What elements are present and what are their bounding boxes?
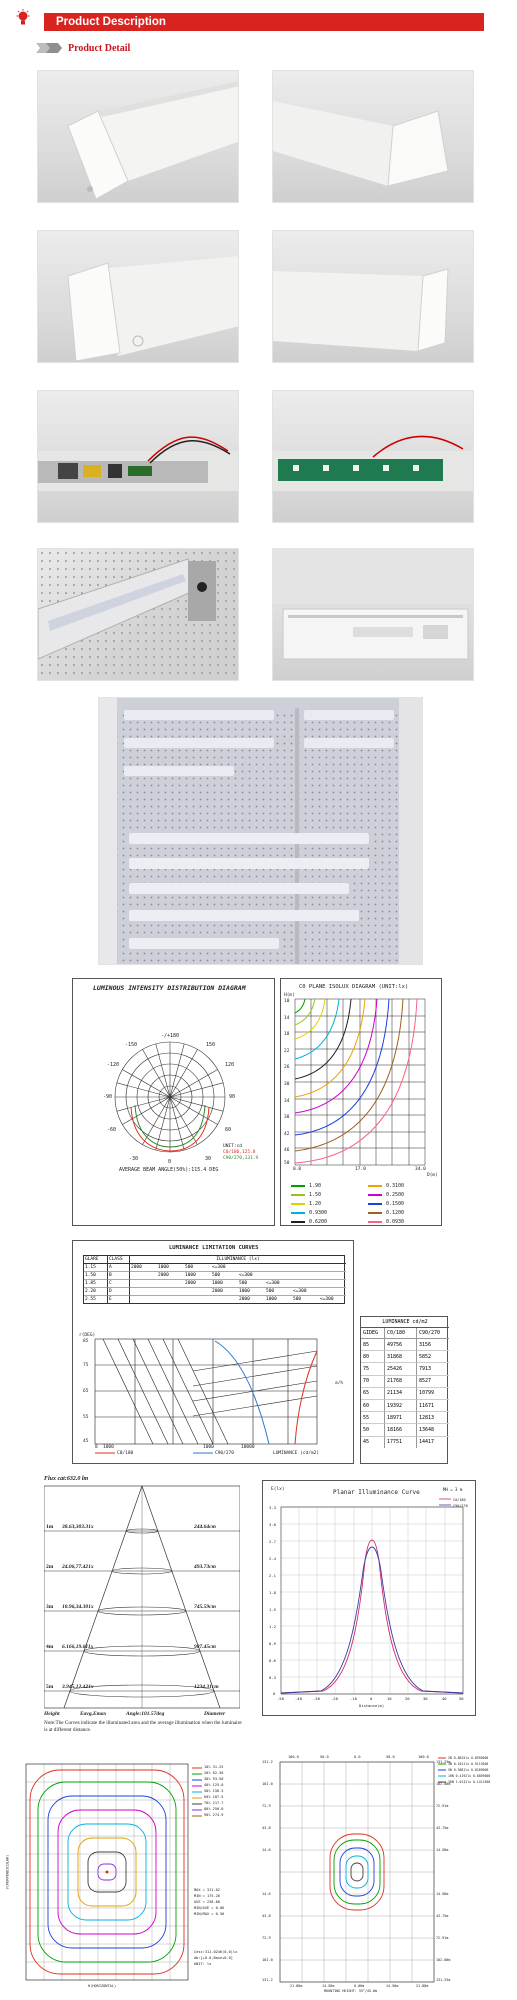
- photo-installed-lights: [98, 697, 423, 965]
- isolux-x-tick: 34.0: [415, 1167, 426, 1172]
- isolux-y-tick: 10: [284, 999, 290, 1004]
- illuminance-grid-chart: [5, 1760, 242, 1994]
- luminous-intensity-diagram: [72, 978, 275, 1226]
- photo-fixture-end-cap-left: [37, 70, 239, 203]
- isolux-y-tick: 30: [284, 1082, 290, 1087]
- photo-fixture-end-cap-right: [272, 70, 474, 203]
- llc-cell: 2000: [130, 1264, 157, 1272]
- llc-y-tick: 85: [83, 1339, 89, 1344]
- iso2-x-tick: 21.88m: [290, 1984, 303, 1988]
- lt-cell: 11671: [417, 1400, 449, 1412]
- llc-x-tick: 1000: [103, 1445, 114, 1450]
- planar-x-tick: -10: [350, 1696, 357, 1701]
- lt-cell: 12813: [417, 1412, 449, 1424]
- lid-angle-n90: -90: [103, 1094, 113, 1100]
- cone-diameter: 493.73cm: [194, 1564, 216, 1570]
- iso1-stat: AVE = 238.80: [194, 1900, 220, 1904]
- cone-diameter: 745.59cm: [194, 1604, 216, 1610]
- iso2-top-tick: 100.0: [418, 1755, 429, 1759]
- isolux-title: C0 PLANE ISOLUX DIAGRAM (UNIT:lx): [299, 984, 409, 990]
- llc-cell: 2000: [157, 1272, 184, 1280]
- lt-cell: 31868: [385, 1351, 417, 1363]
- isolux-x-tick: 17.0: [355, 1167, 366, 1172]
- iso2-legend-item: 2N 0.8815lx 0.8955000: [448, 1756, 489, 1760]
- lid-unit: UNIT:cd: [223, 1144, 242, 1149]
- lt-header: C0/180: [385, 1328, 417, 1339]
- isolux-y-tick: 42: [284, 1132, 290, 1137]
- iso2-y-tick: 102.0: [262, 1782, 273, 1786]
- llc-x-unit: LUMINANCE (cd/m2): [273, 1451, 320, 1456]
- iso1-bottom: Ab:[+0.0,Base+0.0]: [194, 1956, 233, 1960]
- llc-x-tick: 8: [95, 1445, 98, 1450]
- llc-cell: 1.85: [84, 1280, 108, 1288]
- iso2-right-tick: 72.91m: [436, 1936, 449, 1940]
- lt-header: GIDEG: [361, 1328, 385, 1339]
- lt-cell: 14417: [419, 1439, 435, 1446]
- iso2-y-tick: 43.8: [262, 1826, 271, 1830]
- section-title-banner: Product Description: [44, 13, 484, 31]
- iso2-y-tick: 14.6: [262, 1892, 271, 1896]
- cone-footer-eavg: Eavg,Emax: [80, 1711, 107, 1717]
- cone-illuminance: 38.63,303.31x: [62, 1524, 94, 1530]
- planar-y-tick: 2.1: [269, 1573, 276, 1578]
- lt-cell: 49756: [385, 1339, 417, 1351]
- lt-cell: 21134: [385, 1388, 417, 1400]
- iso2-top-tick: 50.0: [386, 1755, 395, 1759]
- llc-cell: C: [108, 1280, 130, 1288]
- planar-x-tick: 30: [423, 1696, 428, 1701]
- isolux-y-tick: 34: [284, 1099, 290, 1104]
- llc-title: LUMINANCE LIMITATION CURVES: [169, 1245, 259, 1251]
- llc-y-tick: 65: [83, 1389, 89, 1394]
- planar-x-tick: 40: [442, 1696, 447, 1701]
- iso2-top-tick: 50.0: [320, 1755, 329, 1759]
- iso2-y-tick: 131.2: [262, 1760, 273, 1764]
- iso1-legend-item: 60% 187.5: [204, 1795, 224, 1799]
- planar-info: MH = 3 m: [443, 1487, 463, 1492]
- llc-cell: <=300: [320, 1297, 334, 1302]
- llc-y-tick: 75: [83, 1363, 89, 1368]
- llc-y-label: r(DEG): [79, 1333, 96, 1338]
- luminance-limitation-curves: [72, 1240, 354, 1464]
- llc-cell: 2.20: [84, 1288, 108, 1296]
- iso1-legend-item: 30% 93.50: [204, 1777, 224, 1781]
- cone-diameter: 1234.31cm: [194, 1684, 219, 1690]
- iso2-legend-item: 5N 0.3681lx 0.8269000: [448, 1768, 489, 1772]
- lt-cell: 70: [361, 1376, 385, 1388]
- iso2-x-tick: 0.00m: [354, 1984, 365, 1988]
- iso2-y-tick: 102.0: [262, 1958, 273, 1962]
- llc-cell: 1.15: [84, 1264, 108, 1272]
- lt-cell: 3156: [417, 1339, 449, 1351]
- iso2-legend-item: 3N 0.1611lx 0.9113500: [448, 1762, 489, 1766]
- lt-cell: 5852: [417, 1351, 449, 1363]
- iso2-x-label: MOUNTING HEIGHT: 33°/45.8m: [324, 1989, 378, 1993]
- subsection-title: Product Detail: [68, 42, 131, 54]
- cone-height: 4m: [46, 1644, 54, 1650]
- llc-cell: 1.50: [84, 1272, 108, 1280]
- cone-diameter: 244.64cm: [194, 1524, 216, 1530]
- photo-driver-open: [37, 390, 239, 523]
- lid-angle-n150: -150: [125, 1042, 138, 1048]
- lt-cell: 13648: [417, 1424, 449, 1436]
- llc-cell: 1000: [157, 1264, 184, 1272]
- isolux-y-unit: H(m): [284, 993, 295, 998]
- isolux-legend-value: 0.1500: [386, 1201, 405, 1207]
- lid-unit-c0: C0/180,125.8: [223, 1150, 256, 1155]
- illuminance-cone-diagram: [44, 1476, 240, 1738]
- isolux-y-tick: 18: [284, 1032, 290, 1037]
- iso1-x-label: H(HORIZONTAL): [88, 1984, 117, 1988]
- llc-y-tick: 55: [83, 1415, 89, 1420]
- lid-angle-90: 90: [229, 1094, 236, 1100]
- iso2-right-tick: 43.75m: [436, 1826, 449, 1830]
- luminance-table: [360, 1316, 448, 1464]
- isolux-y-tick: 46: [284, 1148, 290, 1153]
- iso1-stat: MIN = 175.26: [194, 1894, 220, 1898]
- isolux-y-tick: 38: [284, 1115, 290, 1120]
- iso2-x-tick: 14.58m: [322, 1984, 335, 1988]
- lt-cell: 18166: [385, 1424, 417, 1436]
- planar-x-unit: Distance(m): [359, 1703, 385, 1708]
- llc-header: CLASS: [108, 1256, 130, 1264]
- subsection-heading: [36, 41, 130, 55]
- iso2-x-tick: 14.58m: [386, 1984, 399, 1988]
- iso2-x-tick: 21.88m: [416, 1984, 429, 1988]
- double-arrow-icon: [36, 43, 62, 53]
- llc-cell: <=300: [238, 1272, 265, 1280]
- iso1-bottom: UNIT: lx: [194, 1962, 212, 1966]
- planar-legend-c90: C90/270: [453, 1504, 468, 1508]
- lt-cell: 45: [361, 1437, 385, 1448]
- lightbulb-icon: [16, 9, 30, 27]
- cone-flux: Flux cat:632.0 lm: [44, 1476, 89, 1482]
- llc-cell: <=300: [265, 1280, 292, 1288]
- iso1-legend-item: 40% 125.0: [204, 1783, 224, 1787]
- iso1-bottom: Cesc:311.0246(0,0)lx: [194, 1950, 238, 1954]
- llc-legend-c90: C90/270: [215, 1451, 234, 1456]
- iso2-legend-item: 10N 0.4192lx 0.8859000: [448, 1774, 491, 1778]
- isolux-contour-chart: [258, 1752, 514, 1994]
- llc-right-label: a/h: [335, 1381, 344, 1386]
- photo-fixture-end-view-left: [37, 230, 239, 363]
- iso1-legend-item: 80% 250.0: [204, 1807, 224, 1811]
- isolux-legend-value: 0.1200: [386, 1210, 405, 1216]
- isolux-legend-value: 0.6200: [309, 1219, 328, 1225]
- lt-cell: 19392: [385, 1400, 417, 1412]
- cone-note: Note:The Curves indicate the illuminated area and the average illumination when the luminaire is at different distance.: [44, 1720, 242, 1733]
- planar-legend-c0: C0/180: [453, 1498, 466, 1502]
- llc-x-tick: 10000: [241, 1445, 255, 1450]
- planar-y-tick: 0: [273, 1691, 276, 1696]
- lt-cell: 85: [361, 1339, 385, 1351]
- cone-height: 2m: [46, 1564, 54, 1570]
- lt-cell: 80: [361, 1351, 385, 1363]
- photo-driver-unit: [272, 548, 474, 681]
- isolux-y-tick: 26: [284, 1065, 290, 1070]
- planar-y-tick: 1.5: [269, 1607, 276, 1612]
- isolux-legend-value: 1.50: [309, 1192, 322, 1198]
- isolux-y-tick: 14: [284, 1016, 290, 1021]
- iso1-legend-item: 20% 62.50: [204, 1771, 224, 1775]
- cone-height: 5m: [46, 1684, 54, 1690]
- isolux-x-tick: 0.0: [293, 1167, 302, 1172]
- llc-cell: <=300: [211, 1264, 238, 1272]
- planar-y-tick: 3.0: [269, 1522, 276, 1527]
- iso2-y-tick: 72.9: [262, 1936, 271, 1940]
- lid-title: LUMINOUS INTENSITY DISTRIBUTION DIAGRAM: [93, 984, 246, 992]
- iso2-legend-item: 30N 1.0131lx 0.1411500: [448, 1780, 491, 1784]
- isolux-legend-value: 0.3100: [386, 1183, 405, 1189]
- iso1-legend-item: 70% 217.7: [204, 1801, 224, 1805]
- iso2-right-tick: 14.58m: [436, 1892, 449, 1896]
- iso2-y-tick: 14.6: [262, 1848, 271, 1852]
- lid-angle-60: 60: [225, 1127, 232, 1133]
- llc-cell: 500: [184, 1264, 211, 1272]
- photo-fixture-end-view-right: [272, 230, 474, 363]
- llc-cell: 500: [293, 1297, 302, 1302]
- planar-x-tick: 10: [387, 1696, 392, 1701]
- iso2-top-tick: 100.0: [288, 1755, 299, 1759]
- llc-y-tick: 45: [83, 1439, 89, 1444]
- iso2-right-tick: 72.91m: [436, 1804, 449, 1808]
- lt-cell: 25426: [385, 1363, 417, 1375]
- lt-cell: 75: [361, 1363, 385, 1375]
- planar-illuminance-chart: [262, 1480, 476, 1716]
- lid-angle-0: 0: [168, 1159, 172, 1165]
- lt-title: LUMINANCE cd/m2: [361, 1317, 449, 1328]
- planar-x-tick: -20: [331, 1696, 338, 1701]
- planar-y-tick: 3.3: [269, 1505, 276, 1510]
- iso2-right-tick: 43.75m: [436, 1914, 449, 1918]
- iso1-stat: MIN/MAX = 0.56: [194, 1912, 225, 1916]
- lt-cell: 55: [361, 1412, 385, 1424]
- llc-cell: D: [108, 1288, 130, 1296]
- lt-header: C90/270: [417, 1328, 449, 1339]
- cone-illuminance: 10.96,34.301x: [62, 1604, 94, 1610]
- planar-y-tick: 1.2: [269, 1624, 276, 1629]
- planar-y-tick: 2.4: [269, 1556, 276, 1561]
- llc-cell: A: [108, 1264, 130, 1272]
- iso2-right-tick: 102.08m: [436, 1782, 451, 1786]
- planar-title: Planar Illuminance Curve: [333, 1489, 420, 1496]
- isolux-legend-value: 0.0930: [386, 1219, 405, 1225]
- isolux-x-unit: D(m): [427, 1173, 438, 1178]
- llc-cell: 2.55: [84, 1296, 108, 1303]
- lid-average-beam: AVERAGE BEAM ANGLE(50%):115.4 DEG: [119, 1167, 219, 1173]
- llc-cell: 2000: [211, 1288, 238, 1296]
- planar-y-tick: 2.7: [269, 1539, 276, 1544]
- iso1-y-label: V(PERPENDICULAR): [5, 1854, 10, 1890]
- planar-x-tick: -40: [295, 1696, 302, 1701]
- planar-y-tick: 1.8: [269, 1590, 276, 1595]
- cone-diameter: 987.45cm: [194, 1644, 216, 1650]
- lt-cell: 18971: [385, 1412, 417, 1424]
- iso2-right-tick: 131.25m: [436, 1978, 451, 1982]
- lt-cell: 21768: [385, 1376, 417, 1388]
- llc-cell: 500: [265, 1288, 292, 1296]
- isolux-legend-value: 1.90: [309, 1183, 322, 1189]
- llc-cell: 2000: [184, 1280, 211, 1288]
- llc-legend-c0: C0/180: [117, 1451, 134, 1456]
- planar-x-tick: 20: [405, 1696, 410, 1701]
- lid-angle-180: -/+180: [161, 1033, 180, 1039]
- planar-y-tick: 0.6: [269, 1658, 276, 1663]
- lid-unit-c90: C90/270,131.9: [223, 1156, 259, 1161]
- isolux-y-tick: 50: [284, 1161, 290, 1166]
- lid-angle-n120: -120: [107, 1062, 120, 1068]
- cone-footer-angle: Angle:101.57deg: [126, 1711, 165, 1717]
- planar-x-tick: -50: [277, 1696, 284, 1701]
- lt-cell: 50: [361, 1424, 385, 1436]
- photo-led-board-open: [272, 390, 474, 523]
- iso1-legend-item: 10% 31.25: [204, 1765, 224, 1769]
- iso2-right-tick: 14.58m: [436, 1848, 449, 1852]
- iso2-right-tick: 131.25m: [436, 1760, 451, 1764]
- lid-angle-n60: -60: [107, 1127, 117, 1133]
- llc-cell: 500: [211, 1272, 238, 1280]
- planar-y-tick: 0.3: [269, 1675, 276, 1680]
- planar-y-unit: E(lx): [271, 1487, 285, 1492]
- cone-illuminance: 24.06,77.421x: [62, 1564, 94, 1570]
- iso1-legend-item: 50% 156.3: [204, 1789, 224, 1793]
- cone-illuminance: 6.166,19.611x: [62, 1644, 94, 1650]
- llc-header: GLARE: [84, 1256, 108, 1264]
- cone-footer-height: Height: [44, 1711, 60, 1717]
- llc-cell: <=300: [292, 1288, 319, 1296]
- iso2-y-tick: 43.8: [262, 1914, 271, 1918]
- planar-y-tick: 0.9: [269, 1641, 276, 1646]
- iso2-y-tick: 72.9: [262, 1804, 271, 1808]
- llc-cell: 1000: [238, 1288, 265, 1296]
- llc-cell: 1000: [184, 1272, 211, 1280]
- lt-cell: 8527: [417, 1376, 449, 1388]
- lt-cell: 7913: [417, 1363, 449, 1375]
- isolux-legend-value: 1.20: [309, 1201, 322, 1207]
- lid-angle-120: 120: [225, 1062, 235, 1068]
- llc-cell: 1000: [211, 1280, 238, 1288]
- lid-angle-30: 30: [205, 1156, 212, 1162]
- photo-mounted-on-pegboard: [37, 548, 239, 681]
- llc-x-tick: 1000: [203, 1445, 214, 1450]
- cone-height: 3m: [46, 1604, 54, 1610]
- lt-cell: 17751: [385, 1437, 417, 1448]
- iso1-stat: MAX = 311.02: [194, 1888, 220, 1892]
- llc-cell: 500: [238, 1280, 265, 1288]
- isolux-legend: [291, 1183, 439, 1225]
- cone-illuminance: 3.945,12.421x: [62, 1684, 94, 1690]
- iso2-y-tick: 131.2: [262, 1978, 273, 1982]
- cone-footer-diameter: Diameter: [204, 1711, 226, 1717]
- isolux-y-tick: 22: [284, 1049, 290, 1054]
- llc-header: ILLUMINANCE (lx): [130, 1256, 346, 1264]
- lt-cell: 65: [361, 1388, 385, 1400]
- llc-cell: 2000: [239, 1297, 250, 1302]
- planar-x-tick: -30: [313, 1696, 320, 1701]
- iso2-top-tick: 0.0: [354, 1755, 361, 1759]
- llc-cell: 1000: [266, 1297, 277, 1302]
- isolux-legend-value: 0.2500: [386, 1192, 405, 1198]
- llc-cell: B: [108, 1272, 130, 1280]
- iso2-right-tick: 102.08m: [436, 1958, 451, 1962]
- lid-angle-150: 150: [206, 1042, 216, 1048]
- isolux-legend-value: 0.9300: [309, 1210, 328, 1216]
- isolux-diagram: [280, 978, 442, 1226]
- llc-cell: E: [108, 1296, 130, 1303]
- lt-cell: 60: [361, 1400, 385, 1412]
- iso1-stat: MIN/AVE = 0.86: [194, 1906, 225, 1910]
- planar-x-tick: 50: [459, 1696, 464, 1701]
- planar-x-tick: 0: [370, 1696, 373, 1701]
- cone-height: 1m: [46, 1524, 54, 1530]
- lt-cell: 10799: [417, 1388, 449, 1400]
- iso1-legend-item: 90% 274.9: [204, 1813, 224, 1817]
- lid-angle-n30: -30: [129, 1156, 139, 1162]
